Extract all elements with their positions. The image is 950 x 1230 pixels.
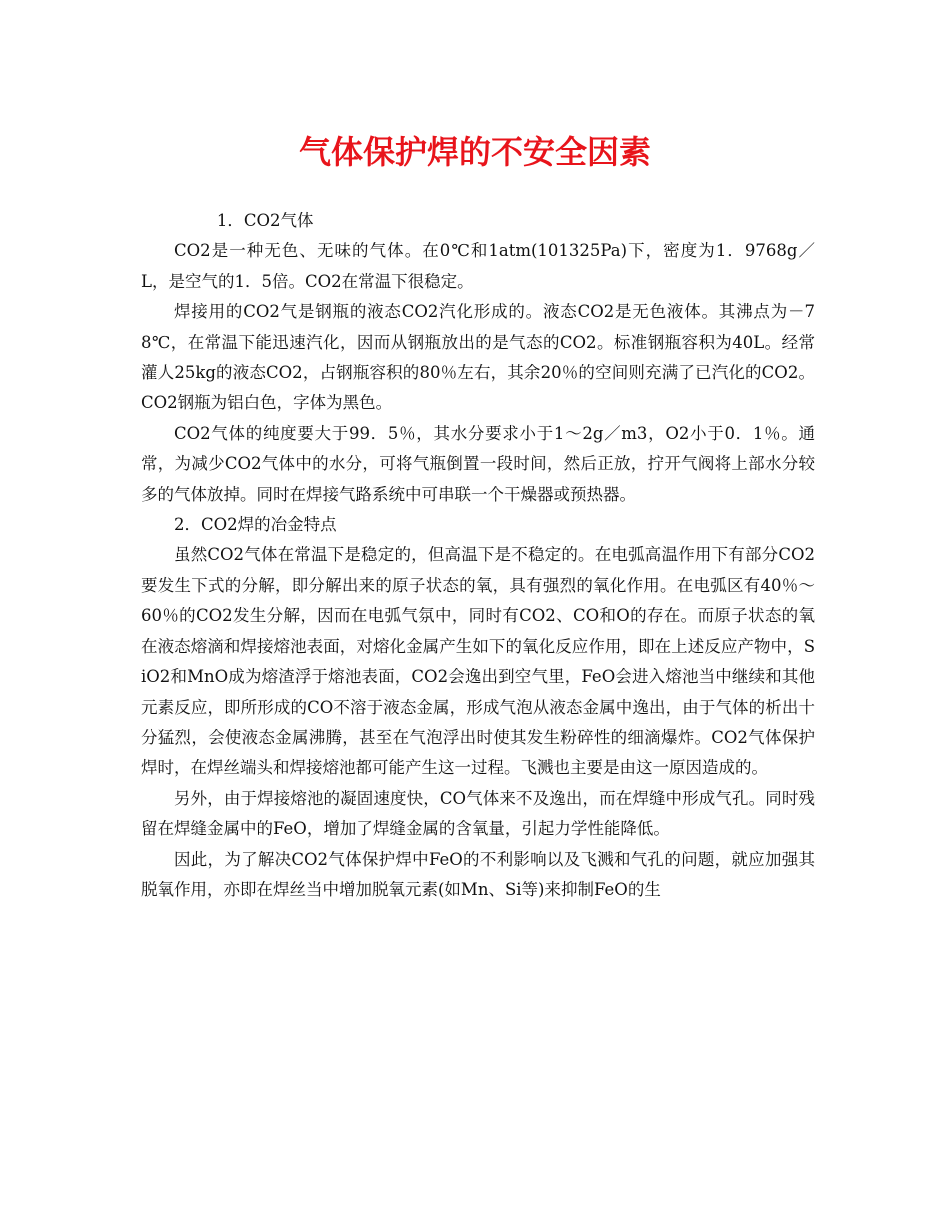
document-body — [141, 206, 815, 905]
paragraph-co2-cylinder: 焊接用的CO2气是钢瓶的液态CO2汽化形成的。液态CO2是无色液体。其沸点为－78℃，在常温下能迅速汽化，因而从钢瓶放出的是气态的CO2。标准钢瓶容积为40L。经常灌人25kg的液态CO2，占钢瓶容积的80％左右，其余20％的空间则充满了已汽化的CO2。CO2钢瓶为铝白色，字体为黑色。 — [141, 302, 815, 413]
paragraph-co2-purity: CO2气体的纯度要大于99．5％，其水分要求小于1～2g／m3，O2小于0．1％。通常，为减少CO2气体中的水分，可将气瓶倒置一段时间，然后正放，拧开气阀将上部水分较多的气体放掉。同时在焊接气路系统中可串联一个干燥器或预热器。 — [141, 423, 815, 504]
section-heading-co2-gas: 1．CO2气体 — [216, 211, 314, 230]
paragraph-deoxidation: 因此，为了解决CO2气体保护焊中FeO的不利影响以及飞溅和气孔的问题，就应加强其脱氧作用，亦即在焊丝当中增加脱氧元素(如Mn、Si等)来抑制FeO的生 — [141, 849, 815, 899]
paragraph-decomposition: 虽然CO2气体在常温下是稳定的，但高温下是不稳定的。在电弧高温作用下有部分CO2要发生下式的分解，即分解出来的原子状态的氧，具有强烈的氧化作用。在电弧区有40％～60％的CO2发生分解，因而在电弧气氛中，同时有CO2、CO和O的存在。而原子状态的氧在液态熔滴和焊接熔池表面，对熔化金属产生如下的氧化反应作用，即在上述反应产物中，SiO2和MnO成为熔渣浮于熔池表面，CO2会逸出到空气里，FeO会进入熔池当中继续和其他元素反应，即所形成的CO不溶于液态金属，形成气泡从液态金属中逸出，由于气体的析出十分猛烈，会使液态金属沸腾，甚至在气泡浮出时使其发生粉碎性的细滴爆炸。CO2气体保护焊时，在焊丝端头和焊接熔池都可能产生这一过程。飞溅也主要是由这一原因造成的。 — [141, 545, 815, 778]
section-heading-metallurgy: 2．CO2焊的冶金特点 — [174, 515, 337, 535]
paragraph-co2-properties: CO2是一种无色、无味的气体。在0℃和1atm(101325Pa)下，密度为1．9768g／L，是空气的1．5倍。CO2在常温下很稳定。 — [141, 241, 815, 291]
document-title: 气体保护焊的不安全因素 — [298, 133, 651, 171]
paragraph-porosity: 另外，由于焊接熔池的凝固速度快，CO气体来不及逸出，而在焊缝中形成气孔。同时残留在焊缝金属中的FeO，增加了焊缝金属的含氧量，引起力学性能降低。 — [141, 788, 815, 839]
